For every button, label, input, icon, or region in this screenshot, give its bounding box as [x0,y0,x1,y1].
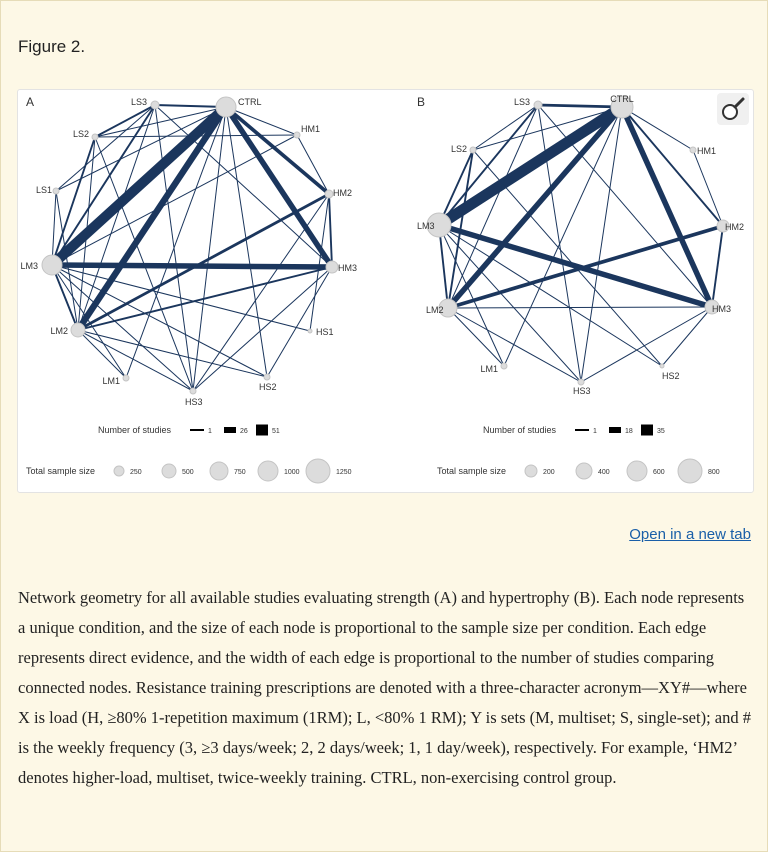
panel-b-node-label-lm2: LM2 [426,305,444,315]
panel-a-node-ctrl [216,97,236,117]
panel-b-node-ls2 [470,147,476,153]
panel-b-node-hs2 [660,364,664,368]
panel-a-edge-lm3-lm2 [52,265,78,330]
panel-b-edge-lm2-hs3 [448,308,581,382]
panel-a-legend-studies-value: 26 [240,428,248,435]
panel-b-node-label-ls3: LS3 [513,97,530,107]
panel-b-edge-lm2-hm3 [448,307,712,308]
panel-b-node-label-lm1: LM1 [480,364,498,374]
panel-a-node-hm1 [294,132,300,138]
panel-a-legend-sample-circle [162,464,176,478]
panel-b-node-label-hm2: HM2 [725,222,745,232]
panel-a-node-label-hs2: HS2 [259,382,277,392]
panel-b-legend-sample-circle [627,461,647,481]
panel-b-edge-ls2-hs2 [473,150,662,366]
panel-b-legend-sample-value: 800 [708,469,720,476]
panel-b-letter: B [417,95,426,109]
panel-b-legend-studies-swatch [575,429,589,431]
panel-a-legend-sample-value: 250 [130,469,142,476]
panel-a-node-hs3 [190,388,196,394]
panel-a-legend-sample-circle [114,466,124,476]
panel-b-legend-studies-value: 18 [625,428,633,435]
panel-a-edge-ctrl-ls3 [155,105,226,107]
panel-b-node-label-ctrl: CTRL [610,94,634,104]
panel-b-node-hs3 [578,379,584,385]
panel-a-node-lm2 [71,323,85,337]
panel-b-legend-studies-value: 35 [657,428,665,435]
panel-a-node-label-hm1: HM1 [301,124,321,134]
panel-b-node-label-hs2: HS2 [662,371,680,381]
panel-b-edge-lm2-lm1 [448,308,504,366]
panel-b-legend-sample-circle [525,465,537,477]
panel-a-node-hs2 [264,374,270,380]
open-in-new-tab-link[interactable]: Open in a new tab [629,526,751,543]
figure-caption: Network geometry for all available studies evaluating strength (A) and hypertrophy (B). Each node represents a unique condition, and the size of each node is proportional to the sample size per condition. Each edge represents direct evidence, and the width of each edge is proportional to the number of studies comparing connected nodes. Resistance training prescriptions are denoted with a three-character acronym—XY#—where X is load (H, ≥80% 1-repetition maximum (1RM); L, <80% 1 RM); Y is sets (M, multiset; S, single-set); and # is the weekly frequency (3, ≥3 days/week; 2, 2 days/week; 1, 1 day/week), respectively. For example, ‘HM2’ denotes higher-load, multiset, twice-weekly training. CTRL, non-exercising control group. [18,588,751,787]
panel-b-legend-studies-value: 1 [593,428,597,435]
panel-a-legend-sample-label: Total sample size [26,466,96,476]
panel-b-edge-lm3-hm3 [439,225,712,307]
panel-b-node-label-ls2: LS2 [450,144,467,154]
panel-a-edge-hm2-lm2 [78,194,329,330]
panel-a-node-label-lm2: LM2 [50,326,68,336]
panel-b-node-label-lm3: LM3 [417,221,435,231]
panel-b-edge-lm3-lm2 [439,225,448,308]
panel-a-node-hs1 [308,329,312,333]
panel-b-legend-studies-swatch [609,427,621,433]
zoom-button[interactable] [717,93,749,125]
panel-a-node-label-hs1: HS1 [316,327,334,337]
panel-b-legend-sample-circle [678,459,702,483]
panel-b-edge-hm3-hs3 [581,307,712,382]
panel-a-node-label-ls3: LS3 [130,97,147,107]
panel-a-node-label-hm3: HM3 [338,263,358,273]
magnifier-icon [717,93,749,125]
panel-b-legend-sample-value: 200 [543,469,555,476]
panel-b-legend-sample-label: Total sample size [437,466,507,476]
panel-a-node-label-hm2: HM2 [333,188,353,198]
panel-a-node-lm1 [123,375,129,381]
panel-a-legend-studies-swatch [190,429,204,431]
panel-b-legend-sample-value: 600 [653,469,665,476]
panel-b-legend-studies-label: Number of studies [483,425,557,435]
panel-b-edge-ls3-hm3 [538,105,712,307]
panel-b-edge-lm3-hs2 [439,225,662,366]
panel-a-legend-sample-circle [210,462,228,480]
panel-a-legend-sample-value: 1250 [336,469,352,476]
panel-a-edge-hm2-hm3 [329,194,332,267]
panel-b-edge-hm1-hm2 [693,150,723,226]
panel-a-node-label-hs3: HS3 [185,397,203,407]
panel-a-node-hm3 [326,261,338,273]
panel-a-legend-studies-value: 1 [208,428,212,435]
panel-a-node-label-ls1: LS1 [35,185,52,195]
panel-b-node-hm1 [690,147,696,153]
panel-b-legend-studies-swatch [641,425,653,436]
panel-a-node-lm3 [42,255,62,275]
panel-a-legend-studies-swatch [224,427,236,433]
panel-a-node-hm2 [325,190,333,198]
panel-a-edge-lm2-lm1 [78,330,126,378]
panel-a-legend-sample-value: 1000 [284,469,300,476]
panel-b-edge-ctrl-hm3 [622,107,712,307]
figure-image-card[interactable] [17,89,754,493]
panel-b-legend-sample-circle [576,463,592,479]
panel-a-node-label-lm3: LM3 [20,261,38,271]
panel-a-legend-studies-value: 51 [272,428,280,435]
panel-a-legend-sample-value: 500 [182,469,194,476]
panel-a-legend-sample-circle [258,461,278,481]
panel-a-legend-sample-value: 750 [234,469,246,476]
panel-b-node-label-hm1: HM1 [697,146,717,156]
panel-a-legend-sample-circle [306,459,330,483]
panel-a-node-ls3 [151,101,159,109]
panel-a-edge-ctrl-hs2 [226,107,267,377]
panel-b-legend-sample-value: 400 [598,469,610,476]
panel-a-node-ls1 [53,188,59,194]
panel-a-legend-studies-swatch [256,425,268,436]
panel-b-edge-ctrl-ls3 [538,105,622,107]
panel-b-edge-ctrl-ls2 [473,107,622,150]
panel-b-node-label-hs3: HS3 [573,386,591,396]
figure-title: Figure 2. [18,37,86,56]
panel-a-node-ls2 [92,134,98,140]
panel-b-node-lm1 [501,363,507,369]
panel-a-legend-studies-label: Number of studies [98,425,172,435]
panel-a-edge-hm1-hm2 [297,135,329,194]
panel-a-node-label-ls2: LS2 [72,129,89,139]
panel-b-node-ls3 [534,101,542,109]
panel-a-letter: A [26,95,35,109]
panel-a-node-label-lm1: LM1 [102,376,120,386]
panel-b-edge-ctrl-hm2 [622,107,723,226]
panel-b-node-label-hm3: HM3 [712,304,732,314]
network-diagram [18,90,753,492]
panel-a-node-label-ctrl: CTRL [238,97,262,107]
panel-b-edge-hm3-hs2 [662,307,712,366]
panel-a-edge-hm2-hs3 [193,194,329,391]
panel-b-edge-hm2-hm3 [712,226,723,307]
